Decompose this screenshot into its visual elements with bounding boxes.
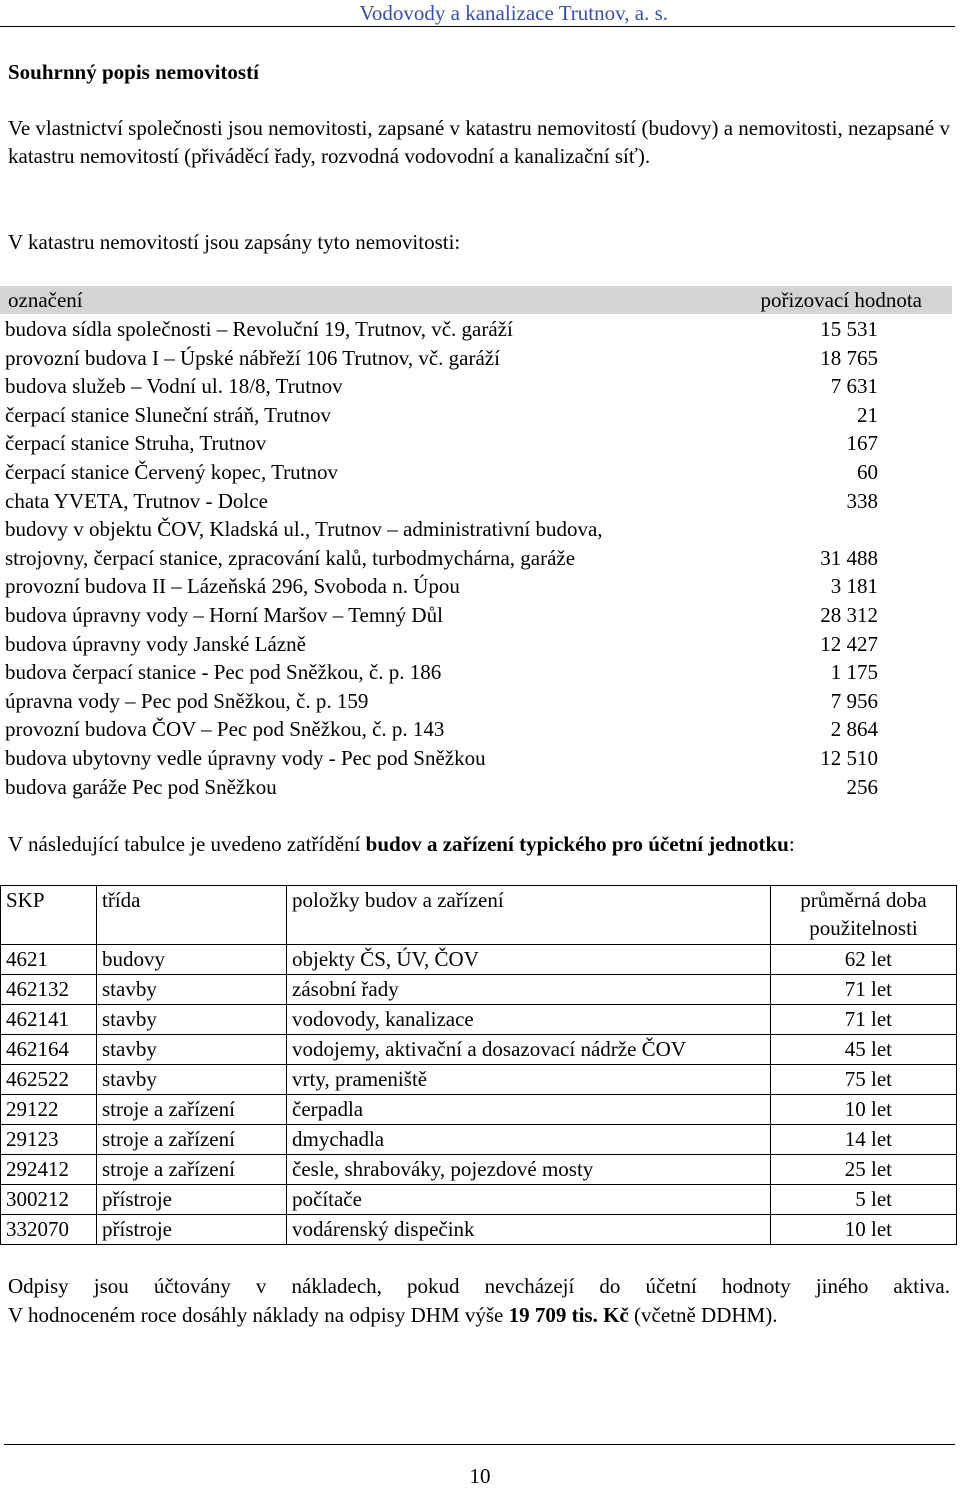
cell-trida: stroje a zařízení — [97, 1155, 287, 1185]
table-row — [1, 1095, 957, 1125]
table-row — [1, 1005, 957, 1035]
cell-doba: 45 let — [771, 1035, 957, 1065]
cell-trida: stroje a zařízení — [97, 1125, 287, 1155]
cell-skp: 29122 — [1, 1095, 97, 1125]
property-name: budovy v objektu ČOV, Kladská ul., Trutnov – administrativní budova, — [5, 517, 603, 542]
table-row — [1, 1065, 957, 1095]
cell-skp: 300212 — [1, 1185, 97, 1215]
property-row — [0, 429, 900, 458]
cell-doba: 71 let — [771, 975, 957, 1005]
property-row — [0, 658, 900, 687]
cell-doba: 62 let — [771, 945, 957, 975]
property-header-label: označení — [8, 288, 83, 312]
property-row — [0, 515, 900, 544]
property-name: budova služeb – Vodní ul. 18/8, Trutnov — [5, 374, 343, 399]
property-value: 167 — [846, 431, 878, 456]
cell-trida: stavby — [97, 1065, 287, 1095]
cell-doba: 10 let — [771, 1215, 957, 1245]
cell-trida: stavby — [97, 1035, 287, 1065]
cell-trida: budovy — [97, 945, 287, 975]
cell-skp: 29123 — [1, 1125, 97, 1155]
property-row — [0, 601, 900, 630]
property-value: 18 765 — [820, 345, 878, 370]
table-row — [1, 975, 957, 1005]
cell-doba: 25 let — [771, 1155, 957, 1185]
property-row — [0, 458, 900, 487]
outro-line-2-prefix: V hodnoceném roce dosáhly náklady na odpisy DHM výše — [8, 1303, 509, 1327]
cell-polozky: česle, shrabováky, pojezdové mosty — [287, 1155, 771, 1185]
running-header: Vodovody a kanalizace Trutnov, a. s. — [359, 1, 668, 25]
cell-doba: 10 let — [771, 1095, 957, 1125]
property-value: 28 312 — [820, 603, 878, 627]
header-trida: třída — [97, 886, 287, 945]
table-intro-suffix: : — [788, 832, 795, 856]
cell-polozky: objekty ČS, ÚV, ČOV — [287, 945, 771, 975]
skp-table — [0, 885, 957, 1245]
property-value: 12 510 — [820, 746, 878, 770]
property-name: budova sídla společnosti – Revoluční 19, Trutnov, vč. garáží — [5, 317, 513, 341]
outro-line-2-suffix: (včetně DDHM). — [628, 1303, 778, 1327]
property-header-value: pořizovací hodnota — [760, 288, 922, 312]
skp-table-body — [1, 945, 957, 1245]
property-value: 60 — [857, 460, 878, 484]
cell-doba: 5 let — [771, 1185, 957, 1215]
table-intro — [8, 830, 795, 858]
property-value: 31 488 — [820, 545, 878, 570]
cell-doba: 71 let — [771, 1005, 957, 1035]
property-value: 21 — [857, 402, 878, 427]
cell-skp: 462164 — [1, 1035, 97, 1065]
table-row — [1, 945, 957, 975]
kataster-intro: V katastru nemovitostí jsou zapsány tyto nemovitosti: — [8, 230, 461, 254]
property-name: čerpací stanice Červený kopec, Trutnov — [5, 460, 338, 484]
cell-polozky: čerpadla — [287, 1095, 771, 1125]
header-rule — [0, 26, 955, 27]
property-row — [0, 773, 900, 802]
table-intro-prefix: V následující tabulce je uvedeno zatřídění — [8, 832, 366, 856]
property-value: 256 — [846, 774, 878, 799]
property-value: 2 864 — [830, 717, 878, 742]
table-row — [1, 1155, 957, 1185]
property-value: 7 956 — [830, 688, 878, 713]
cell-polozky: počítače — [287, 1185, 771, 1215]
cell-skp: 292412 — [1, 1155, 97, 1185]
cell-polozky: dmychadla — [287, 1125, 771, 1155]
property-row — [0, 715, 900, 744]
table-intro-bold: budov a zařízení typického pro účetní jednotku — [365, 832, 789, 856]
header-skp: SKP — [1, 886, 97, 945]
cell-polozky: vodovody, kanalizace — [287, 1005, 771, 1035]
property-name: provozní budova II – Lázeňská 296, Svoboda n. Úpou — [5, 574, 460, 599]
property-name: úpravna vody – Pec pod Sněžkou, č. p. 159 — [5, 688, 369, 713]
outro-line-2 — [8, 1301, 950, 1330]
outro-line-1: Odpisy jsou účtovány v nákladech, pokud nevcházejí do účetní hodnoty jiného aktiva. — [8, 1274, 950, 1298]
property-value: 12 427 — [820, 631, 878, 656]
property-row — [0, 630, 900, 659]
cell-polozky: vrty, prameniště — [287, 1065, 771, 1095]
property-name: budova čerpací stanice - Pec pod Sněžkou, č. p. 186 — [5, 660, 442, 685]
cell-polozky: zásobní řady — [287, 975, 771, 1005]
cell-skp: 332070 — [1, 1215, 97, 1245]
cell-trida: stroje a zařízení — [97, 1095, 287, 1125]
cell-skp: 462141 — [1, 1005, 97, 1035]
property-row — [0, 487, 900, 516]
property-row — [0, 372, 900, 401]
cell-trida: přístroje — [97, 1215, 287, 1245]
cell-skp: 4621 — [1, 945, 97, 975]
cell-doba: 14 let — [771, 1125, 957, 1155]
property-value: 3 181 — [830, 574, 878, 599]
property-name: budova garáže Pec pod Sněžkou — [5, 774, 277, 799]
property-row — [0, 315, 900, 344]
cell-polozky: vodárenský dispečink — [287, 1215, 771, 1245]
property-name: budova úpravny vody Janské Lázně — [5, 631, 306, 656]
property-name: čerpací stanice Sluneční stráň, Trutnov — [5, 402, 332, 427]
property-name: čerpací stanice Struha, Trutnov — [5, 431, 267, 456]
outro-amount: 19 709 tis. Kč — [508, 1303, 629, 1327]
property-row — [0, 572, 900, 601]
property-name: provozní budova I – Úpské nábřeží 106 Trutnov, vč. garáží — [5, 345, 500, 370]
property-name: provozní budova ČOV – Pec pod Sněžkou, č. p. 143 — [5, 717, 445, 742]
property-value: 1 175 — [830, 660, 878, 685]
property-name: budova úpravny vody – Horní Maršov – Temný Důl — [5, 603, 443, 627]
property-value: 7 631 — [830, 374, 878, 399]
footer-rule — [4, 1444, 955, 1445]
depreciation-paragraph — [8, 1272, 950, 1330]
property-list-header — [0, 286, 952, 314]
section-title: Souhrnný popis nemovitostí — [8, 60, 259, 84]
property-name: strojovny, čerpací stanice, zpracování kalů, turbodmychárna, garáže — [5, 545, 576, 570]
property-name: budova ubytovny vedle úpravny vody - Pec pod Sněžkou — [5, 746, 486, 770]
property-row — [0, 344, 900, 373]
property-row — [0, 544, 900, 573]
table-row — [1, 1185, 957, 1215]
skp-table-header-row — [1, 886, 957, 945]
cell-doba: 75 let — [771, 1065, 957, 1095]
cell-polozky: vodojemy, aktivační a dosazovací nádrže ČOV — [287, 1035, 771, 1065]
cell-trida: stavby — [97, 1005, 287, 1035]
page-number: 10 — [469, 1464, 491, 1488]
cell-skp: 462132 — [1, 975, 97, 1005]
cell-trida: stavby — [97, 975, 287, 1005]
intro-paragraph: Ve vlastnictví společnosti jsou nemovitosti, zapsané v katastru nemovitostí (budovy) a nemovitosti, nezapsané v katastru nemovitostí (přiváděcí řady, rozvodná vodovodní a kanalizační síť). — [8, 116, 950, 168]
table-row — [1, 1035, 957, 1065]
header-doba: průměrná doba použitelnosti — [771, 886, 957, 945]
property-row — [0, 401, 900, 430]
table-row — [1, 1125, 957, 1155]
property-name: chata YVETA, Trutnov - Dolce — [5, 488, 268, 513]
table-row — [1, 1215, 957, 1245]
property-row — [0, 687, 900, 716]
property-value: 15 531 — [820, 317, 878, 341]
cell-skp: 462522 — [1, 1065, 97, 1095]
header-polozky: položky budov a zařízení — [287, 886, 771, 945]
property-value: 338 — [846, 488, 878, 513]
property-row — [0, 744, 900, 773]
cell-trida: přístroje — [97, 1185, 287, 1215]
